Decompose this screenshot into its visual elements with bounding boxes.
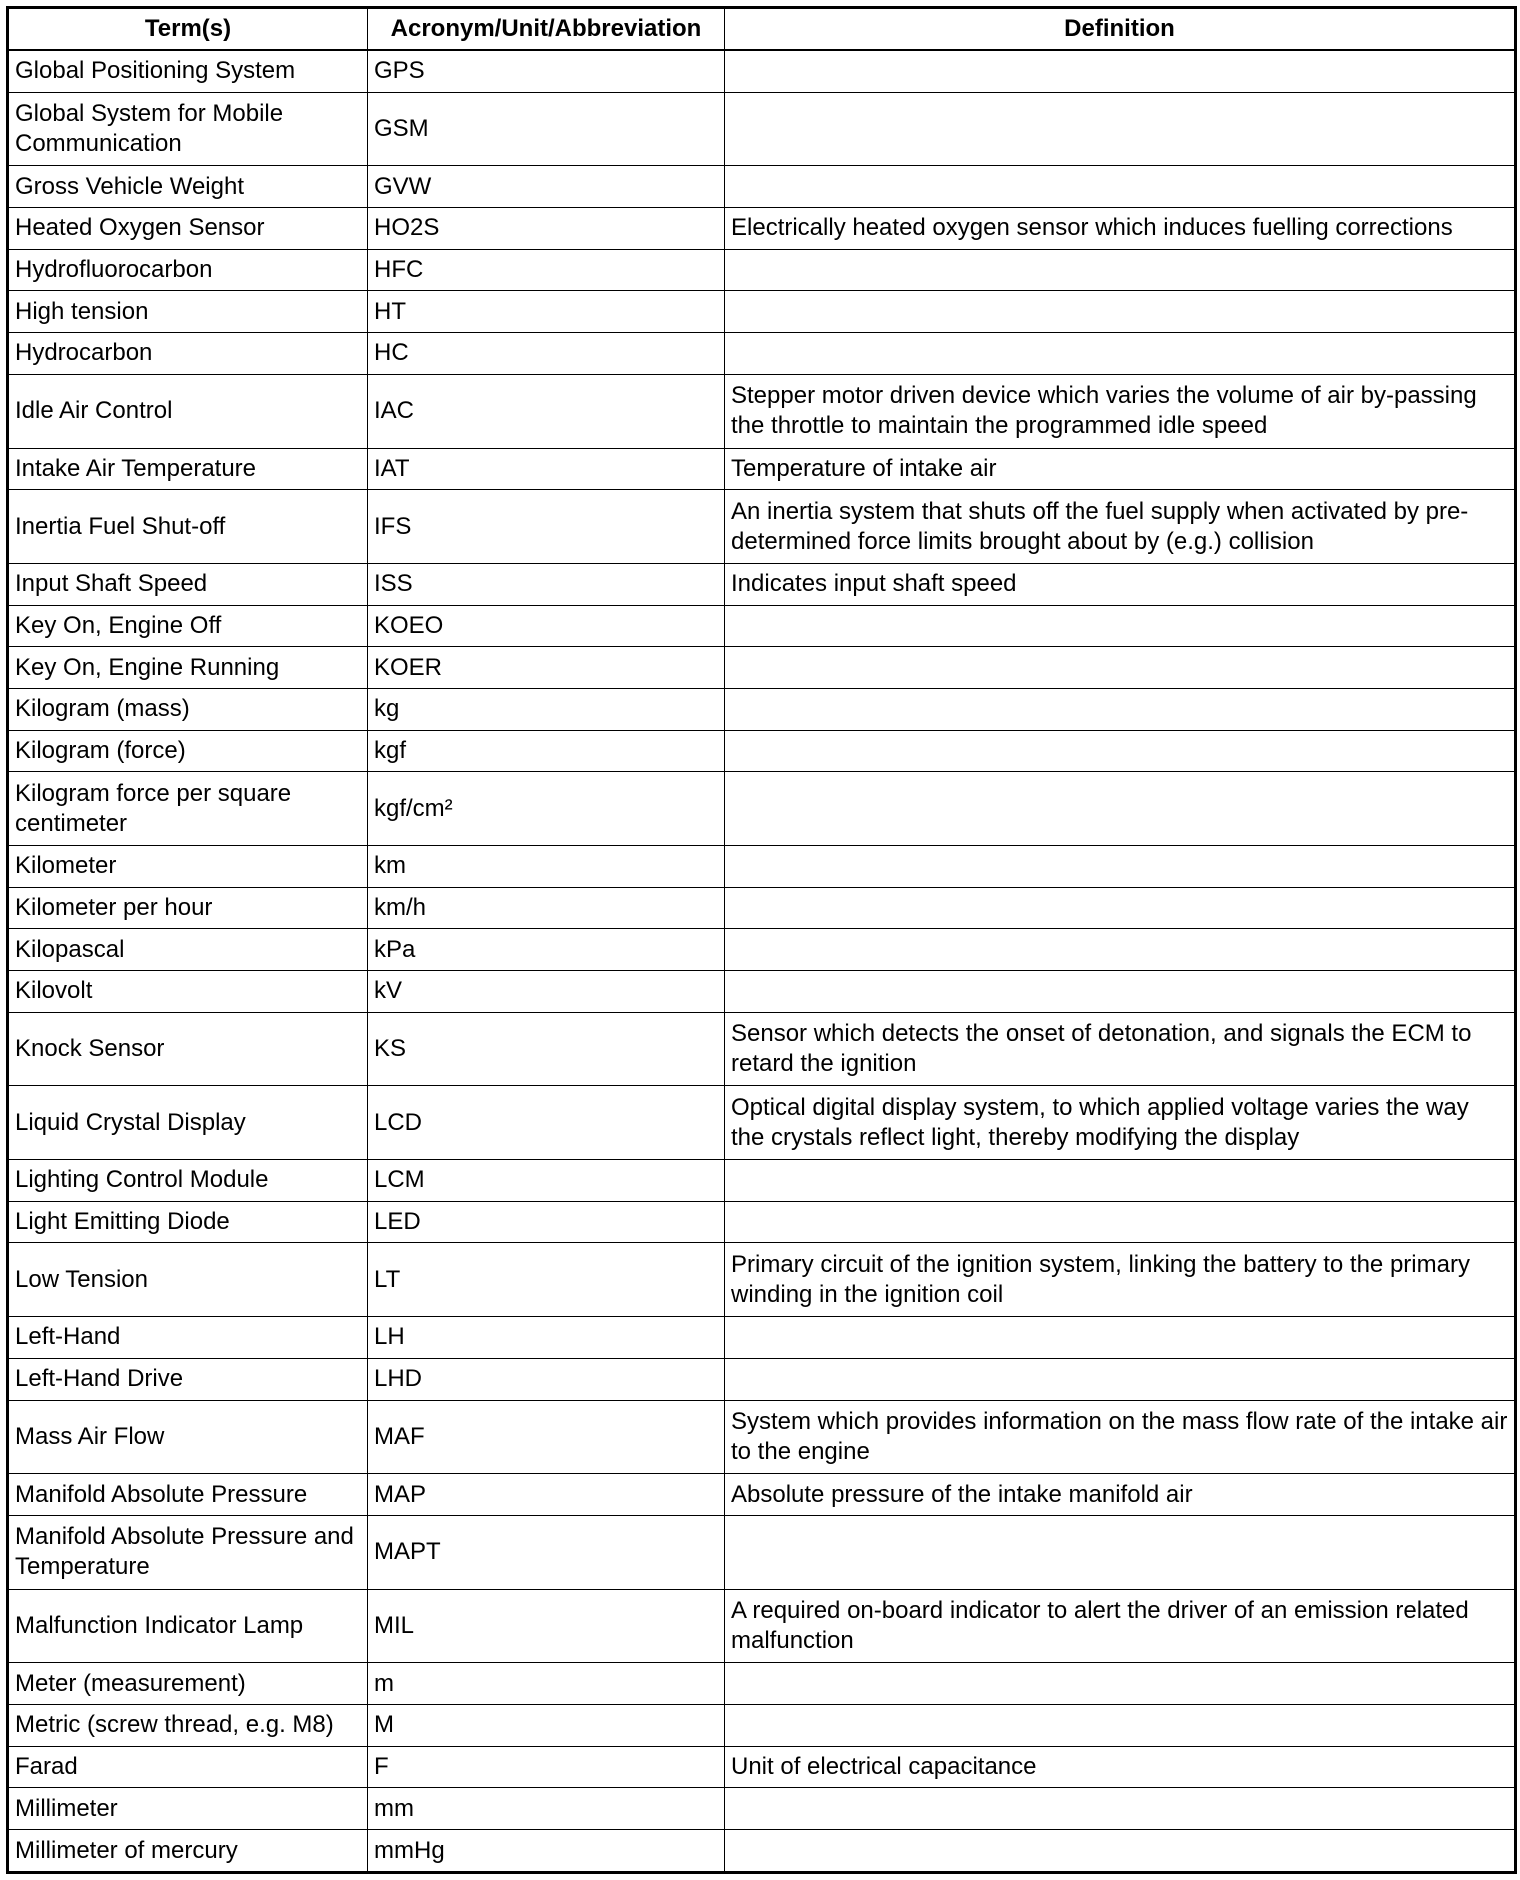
term-cell: Key On, Engine Off [8, 605, 368, 647]
term-cell: Light Emitting Diode [8, 1201, 368, 1243]
glossary-table [6, 6, 1517, 1874]
table-row [8, 1160, 1516, 1202]
definition-cell [725, 50, 1516, 92]
abbreviation-cell: ISS [368, 563, 725, 605]
abbreviation-cell: kg [368, 688, 725, 730]
definition-cell: An inertia system that shuts off the fuel supply when activated by pre-determined force limits brought about by (e.g.) collision [725, 490, 1516, 564]
table-row [8, 92, 1516, 166]
definition-cell: Temperature of intake air [725, 448, 1516, 490]
definition-cell [725, 166, 1516, 208]
definition-cell: Primary circuit of the ignition system, linking the battery to the primary winding in the ignition coil [725, 1243, 1516, 1317]
definition-cell: Stepper motor driven device which varies the volume of air by-passing the throttle to maintain the programmed idle speed [725, 374, 1516, 448]
abbreviation-cell: kgf/cm² [368, 772, 725, 846]
abbreviation-cell: HFC [368, 249, 725, 291]
table-row [8, 333, 1516, 375]
term-cell: Kilovolt [8, 970, 368, 1012]
table-row [8, 1589, 1516, 1663]
abbreviation-cell: mmHg [368, 1830, 725, 1873]
term-cell: Key On, Engine Running [8, 647, 368, 689]
definition-cell [725, 1830, 1516, 1873]
table-row [8, 730, 1516, 772]
table-row [8, 1086, 1516, 1160]
table-row [8, 1400, 1516, 1474]
header-term: Term(s) [8, 8, 368, 51]
abbreviation-cell: kV [368, 970, 725, 1012]
term-cell: Kilometer [8, 845, 368, 887]
abbreviation-cell: HO2S [368, 208, 725, 250]
term-cell: Kilometer per hour [8, 887, 368, 929]
abbreviation-cell: KOEO [368, 605, 725, 647]
term-cell: Liquid Crystal Display [8, 1086, 368, 1160]
definition-cell [725, 605, 1516, 647]
abbreviation-cell: MAP [368, 1474, 725, 1516]
term-cell: Gross Vehicle Weight [8, 166, 368, 208]
definition-cell [725, 1788, 1516, 1830]
term-cell: Input Shaft Speed [8, 563, 368, 605]
definition-cell [725, 291, 1516, 333]
definition-cell [725, 1317, 1516, 1359]
abbreviation-cell: mm [368, 1788, 725, 1830]
term-cell: Hydrocarbon [8, 333, 368, 375]
definition-cell: System which provides information on the mass flow rate of the intake air to the engine [725, 1400, 1516, 1474]
term-cell: Kilogram force per square centimeter [8, 772, 368, 846]
table-row [8, 1474, 1516, 1516]
term-cell: Kilopascal [8, 929, 368, 971]
definition-cell: Indicates input shaft speed [725, 563, 1516, 605]
term-cell: Inertia Fuel Shut-off [8, 490, 368, 564]
term-cell: Global System for Mobile Communication [8, 92, 368, 166]
table-row [8, 1012, 1516, 1086]
abbreviation-cell: M [368, 1705, 725, 1747]
abbreviation-cell: HT [368, 291, 725, 333]
abbreviation-cell: GPS [368, 50, 725, 92]
abbreviation-cell: LHD [368, 1358, 725, 1400]
table-row [8, 1746, 1516, 1788]
abbreviation-cell: GSM [368, 92, 725, 166]
definition-cell [725, 730, 1516, 772]
term-cell: Millimeter of mercury [8, 1830, 368, 1873]
definition-cell [725, 1663, 1516, 1705]
term-cell: Farad [8, 1746, 368, 1788]
table-row [8, 50, 1516, 92]
definition-cell [725, 929, 1516, 971]
definition-cell: Unit of electrical capacitance [725, 1746, 1516, 1788]
abbreviation-cell: MIL [368, 1589, 725, 1663]
table-row [8, 929, 1516, 971]
term-cell: Idle Air Control [8, 374, 368, 448]
definition-cell: Absolute pressure of the intake manifold air [725, 1474, 1516, 1516]
term-cell: Global Positioning System [8, 50, 368, 92]
term-cell: Left-Hand [8, 1317, 368, 1359]
term-cell: Metric (screw thread, e.g. M8) [8, 1705, 368, 1747]
abbreviation-cell: km/h [368, 887, 725, 929]
abbreviation-cell: MAPT [368, 1515, 725, 1589]
table-row [8, 887, 1516, 929]
table-row [8, 772, 1516, 846]
table-row [8, 1515, 1516, 1589]
table-row [8, 970, 1516, 1012]
term-cell: Kilogram (mass) [8, 688, 368, 730]
abbreviation-cell: IAC [368, 374, 725, 448]
table-row [8, 208, 1516, 250]
definition-cell [725, 647, 1516, 689]
header-definition: Definition [725, 8, 1516, 51]
definition-cell [725, 249, 1516, 291]
header-row [8, 8, 1516, 51]
abbreviation-cell: LCM [368, 1160, 725, 1202]
definition-cell: Sensor which detects the onset of detonation, and signals the ECM to retard the ignition [725, 1012, 1516, 1086]
abbreviation-cell: F [368, 1746, 725, 1788]
abbreviation-cell: MAF [368, 1400, 725, 1474]
term-cell: High tension [8, 291, 368, 333]
header-abbreviation: Acronym/Unit/Abbreviation [368, 8, 725, 51]
definition-cell [725, 333, 1516, 375]
definition-cell [725, 1160, 1516, 1202]
table-row [8, 1830, 1516, 1873]
abbreviation-cell: IAT [368, 448, 725, 490]
table-row [8, 845, 1516, 887]
table-row [8, 563, 1516, 605]
definition-cell [725, 1358, 1516, 1400]
table-row [8, 291, 1516, 333]
abbreviation-cell: KOER [368, 647, 725, 689]
table-row [8, 1358, 1516, 1400]
abbreviation-cell: LT [368, 1243, 725, 1317]
definition-cell [725, 845, 1516, 887]
term-cell: Manifold Absolute Pressure and Temperature [8, 1515, 368, 1589]
abbreviation-cell: LCD [368, 1086, 725, 1160]
table-row [8, 166, 1516, 208]
abbreviation-cell: KS [368, 1012, 725, 1086]
table-row [8, 249, 1516, 291]
definition-cell [725, 1705, 1516, 1747]
table-row [8, 688, 1516, 730]
abbreviation-cell: LH [368, 1317, 725, 1359]
definition-cell [725, 1515, 1516, 1589]
abbreviation-cell: m [368, 1663, 725, 1705]
term-cell: Intake Air Temperature [8, 448, 368, 490]
abbreviation-cell: GVW [368, 166, 725, 208]
term-cell: Low Tension [8, 1243, 368, 1317]
definition-cell [725, 772, 1516, 846]
term-cell: Malfunction Indicator Lamp [8, 1589, 368, 1663]
definition-cell [725, 92, 1516, 166]
table-row [8, 1663, 1516, 1705]
abbreviation-cell: kgf [368, 730, 725, 772]
abbreviation-cell: IFS [368, 490, 725, 564]
table-row [8, 1243, 1516, 1317]
table-row [8, 1201, 1516, 1243]
abbreviation-cell: km [368, 845, 725, 887]
definition-cell [725, 1201, 1516, 1243]
term-cell: Knock Sensor [8, 1012, 368, 1086]
term-cell: Manifold Absolute Pressure [8, 1474, 368, 1516]
table-row [8, 1317, 1516, 1359]
definition-cell: A required on-board indicator to alert the driver of an emission related malfunction [725, 1589, 1516, 1663]
term-cell: Lighting Control Module [8, 1160, 368, 1202]
table-row [8, 374, 1516, 448]
abbreviation-cell: LED [368, 1201, 725, 1243]
definition-cell: Optical digital display system, to which applied voltage varies the way the crystals reflect light, thereby modifying the display [725, 1086, 1516, 1160]
glossary-body [8, 50, 1516, 1873]
table-row [8, 1788, 1516, 1830]
term-cell: Mass Air Flow [8, 1400, 368, 1474]
table-row [8, 490, 1516, 564]
term-cell: Millimeter [8, 1788, 368, 1830]
abbreviation-cell: HC [368, 333, 725, 375]
table-row [8, 605, 1516, 647]
definition-cell: Electrically heated oxygen sensor which induces fuelling corrections [725, 208, 1516, 250]
definition-cell [725, 970, 1516, 1012]
term-cell: Meter (measurement) [8, 1663, 368, 1705]
table-row [8, 1705, 1516, 1747]
definition-cell [725, 887, 1516, 929]
term-cell: Heated Oxygen Sensor [8, 208, 368, 250]
term-cell: Hydrofluorocarbon [8, 249, 368, 291]
definition-cell [725, 688, 1516, 730]
term-cell: Kilogram (force) [8, 730, 368, 772]
table-row [8, 448, 1516, 490]
table-row [8, 647, 1516, 689]
term-cell: Left-Hand Drive [8, 1358, 368, 1400]
abbreviation-cell: kPa [368, 929, 725, 971]
